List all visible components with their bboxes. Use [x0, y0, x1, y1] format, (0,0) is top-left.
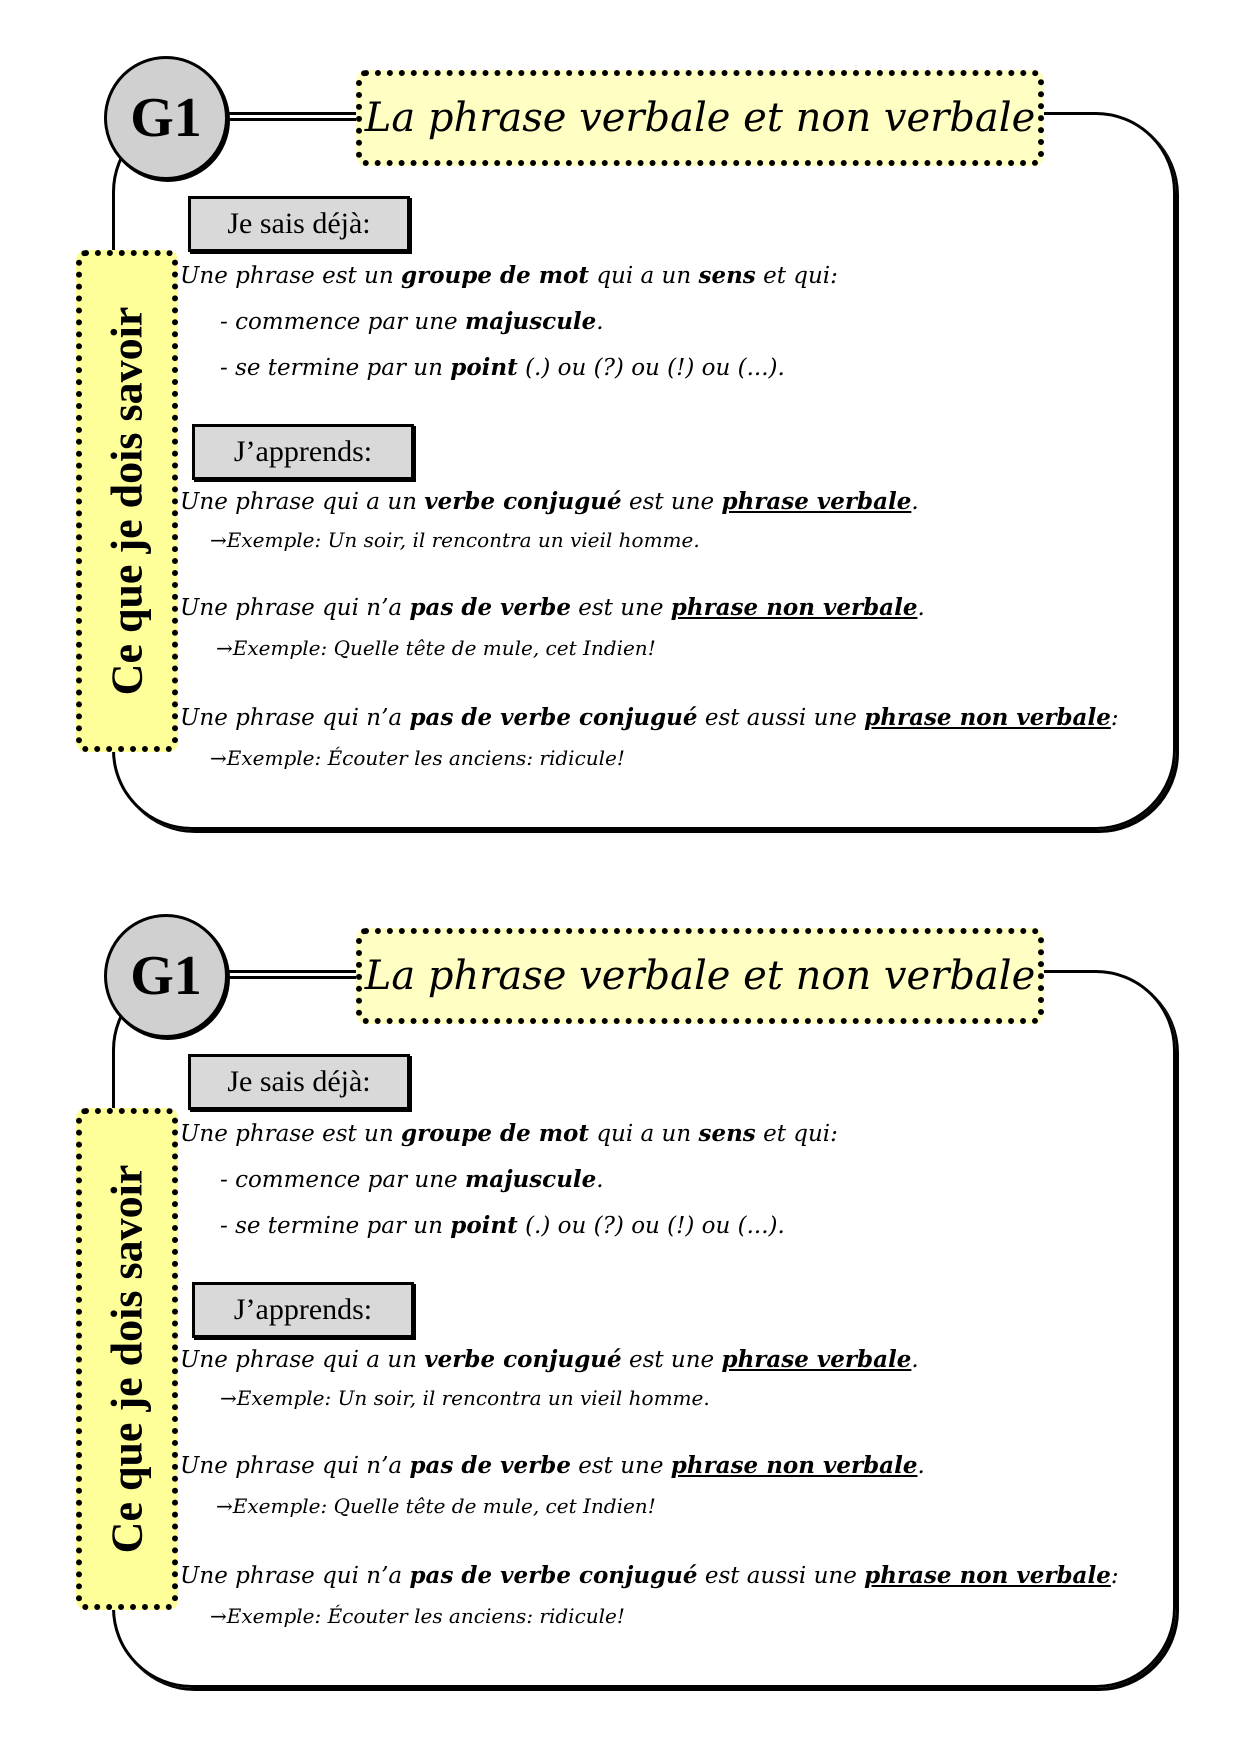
side-label: Ce que je dois savoir — [102, 1164, 152, 1554]
learn-example-2: →Exemple: Quelle tête de mule, cet Indien! — [216, 1494, 656, 1518]
side-label-box — [76, 250, 178, 752]
learn-rule-3: Une phrase qui n’a pas de verbe conjugué est aussi une phrase non verbale: — [180, 704, 1119, 731]
lesson-title: La phrase verbale et non verbale — [356, 928, 1044, 1024]
known-line-2: - commence par une majuscule. — [220, 308, 604, 335]
known-line-3: - se termine par un point (.) ou (?) ou (!) ou (...). — [220, 354, 785, 381]
learn-label: J’apprends: — [192, 1282, 414, 1338]
lesson-title: La phrase verbale et non verbale — [356, 70, 1044, 166]
learn-rule-3: Une phrase qui n’a pas de verbe conjugué est aussi une phrase non verbale: — [180, 1562, 1119, 1589]
side-label: Ce que je dois savoir — [102, 306, 152, 696]
learn-example-2: →Exemple: Quelle tête de mule, cet Indien! — [216, 636, 656, 660]
learn-example-3: →Exemple: Écouter les anciens: ridicule! — [210, 1604, 625, 1628]
known-label: Je sais déjà: — [188, 196, 410, 252]
known-line-3: - se termine par un point (.) ou (?) ou (!) ou (...). — [220, 1212, 785, 1239]
lesson-badge: G1 — [104, 914, 228, 1038]
learn-example-1: →Exemple: Un soir, il rencontra un vieil homme. — [210, 528, 700, 552]
learn-rule-1: Une phrase qui a un verbe conjugué est une phrase verbale. — [180, 1346, 919, 1373]
known-line-2: - commence par une majuscule. — [220, 1166, 604, 1193]
learn-label: J’apprends: — [192, 424, 414, 480]
known-label: Je sais déjà: — [188, 1054, 410, 1110]
connector-line — [222, 976, 362, 979]
lesson-card — [0, 858, 1240, 1728]
lesson-badge: G1 — [104, 56, 228, 180]
side-label-box — [76, 1108, 178, 1610]
lesson-card — [0, 0, 1240, 870]
learn-example-3: →Exemple: Écouter les anciens: ridicule! — [210, 746, 625, 770]
learn-rule-2: Une phrase qui n’a pas de verbe est une phrase non verbale. — [180, 594, 925, 621]
learn-example-1: →Exemple: Un soir, il rencontra un vieil homme. — [220, 1386, 710, 1410]
learn-rule-1: Une phrase qui a un verbe conjugué est une phrase verbale. — [180, 488, 919, 515]
known-line-1: Une phrase est un groupe de mot qui a un sens et qui: — [180, 1120, 838, 1147]
learn-rule-2: Une phrase qui n’a pas de verbe est une phrase non verbale. — [180, 1452, 925, 1479]
connector-line — [222, 118, 362, 121]
known-line-1: Une phrase est un groupe de mot qui a un sens et qui: — [180, 262, 838, 289]
